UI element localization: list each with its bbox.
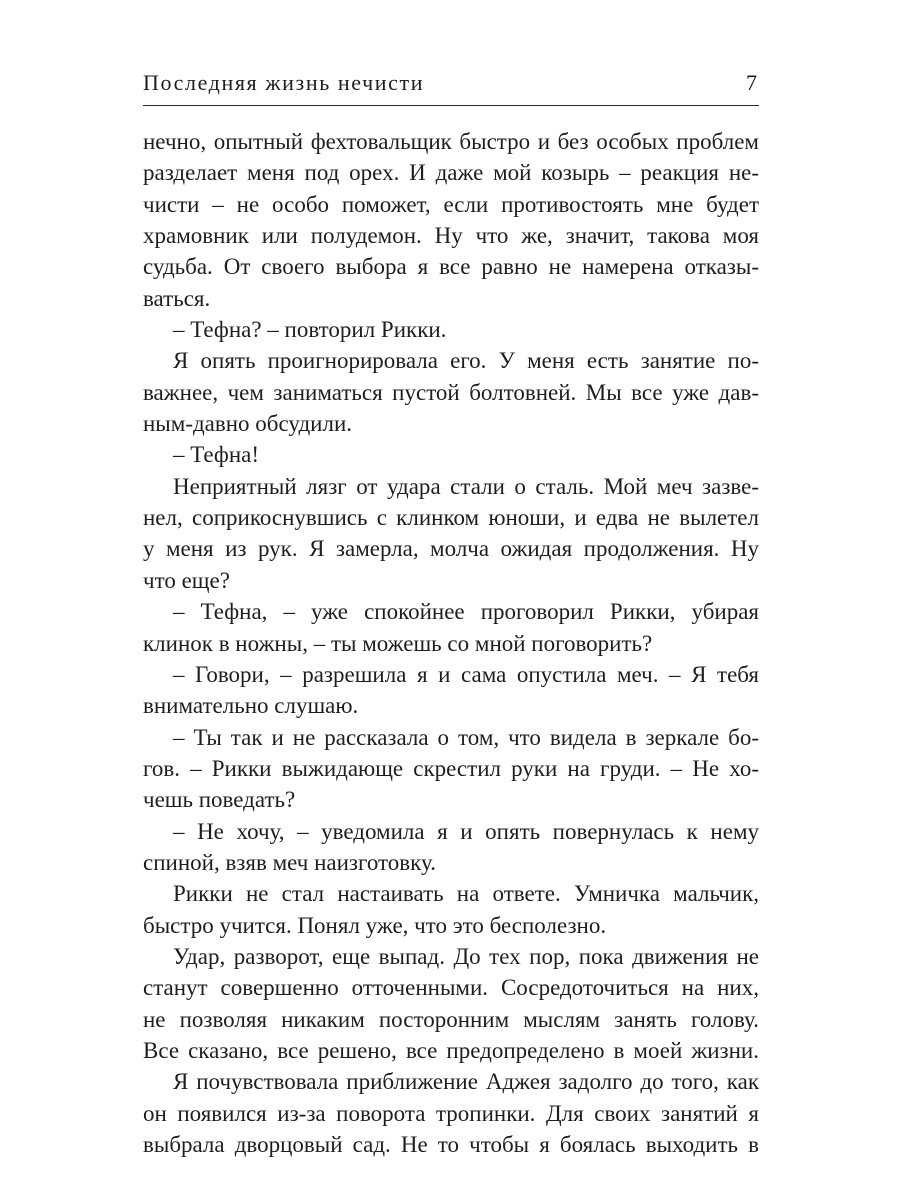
text-line: чешь поведать?	[143, 787, 296, 813]
text-line: – Тефна!	[173, 442, 259, 468]
text-line: Я почувствовала приближение Аджея задолго до того, как	[173, 1069, 759, 1095]
text-line: станут совершенно отточенными. Сосредоточиться на них,	[143, 975, 759, 1001]
text-line: судьба. От своего выбора я все равно не намерена отказы-	[143, 254, 759, 280]
text-line: – Не хочу, – уведомила я и опять повернулась к нему	[173, 818, 759, 844]
text-line: выбрала дворцовый сад. Не то чтобы я боялась выходить в	[143, 1132, 759, 1157]
text-line: спиной, взяв меч наизготовку.	[143, 849, 436, 875]
text-line: Я опять проигнорировала его. У меня есть занятие по-	[173, 348, 759, 374]
page-number: 7	[746, 70, 757, 95]
text-line: Рикки не стал настаивать на ответе. Умничка мальчик,	[173, 881, 759, 907]
header-rule	[143, 105, 759, 106]
text-line: – Говори, – разрешила я и сама опустила меч. – Я тебя	[173, 661, 759, 687]
text-line: ным-давно обсудили.	[143, 411, 353, 437]
text-line: клинок в ножны, – ты можешь со мной поговорить?	[143, 630, 653, 656]
text-line: – Ты так и не рассказала о том, что видела в зеркале бо-	[173, 724, 759, 750]
text-line: Неприятный лязг от удара стали о сталь. Мой меч зазве-	[173, 473, 759, 499]
text-line: у меня из рук. Я замерла, молча ожидая продолжения. Ну	[143, 536, 759, 562]
body-text	[143, 126, 759, 1160]
text-line: ваться.	[143, 285, 211, 311]
text-line: быстро учится. Понял уже, что это бесполезно.	[143, 912, 607, 938]
text-line: – Тефна? – повторил Рикки.	[173, 317, 447, 343]
text-line: не позволяя никаким посторонним мыслям занять голову.	[143, 1006, 759, 1032]
text-line: нел, соприкоснувшись с клинком юноши, и едва не вылетел	[143, 505, 759, 531]
text-line: разделает меня под орех. И даже мой козырь – реакция не-	[143, 160, 759, 186]
text-line: что еще?	[143, 567, 230, 593]
text-line: Все сказано, все решено, все предопределено в моей жизни.	[143, 1037, 759, 1063]
text-line: храмовник или полудемон. Ну что же, значит, такова моя	[143, 223, 759, 249]
text-line: гов. – Рикки выжидающе скрестил руки на груди. – Не хо-	[143, 755, 759, 781]
text-line: внимательно слушаю.	[143, 693, 359, 719]
text-line: чисти – не особо поможет, если противостоять мне будет	[143, 191, 759, 217]
running-title: Последняя жизнь нечисти	[143, 70, 425, 95]
text-line: нечно, опытный фехтовальщик быстро и без особых проблем	[143, 129, 759, 154]
text-line: важнее, чем заниматься пустой болтовней. Мы все уже дав-	[143, 379, 759, 405]
text-line: Удар, разворот, еще выпад. До тех пор, пока движения не	[173, 943, 759, 969]
running-head	[143, 68, 759, 98]
text-line: он появился из-за поворота тропинки. Для своих занятий я	[143, 1100, 759, 1126]
text-line: – Тефна, – уже спокойнее проговорил Рикки, убирая	[173, 599, 759, 625]
